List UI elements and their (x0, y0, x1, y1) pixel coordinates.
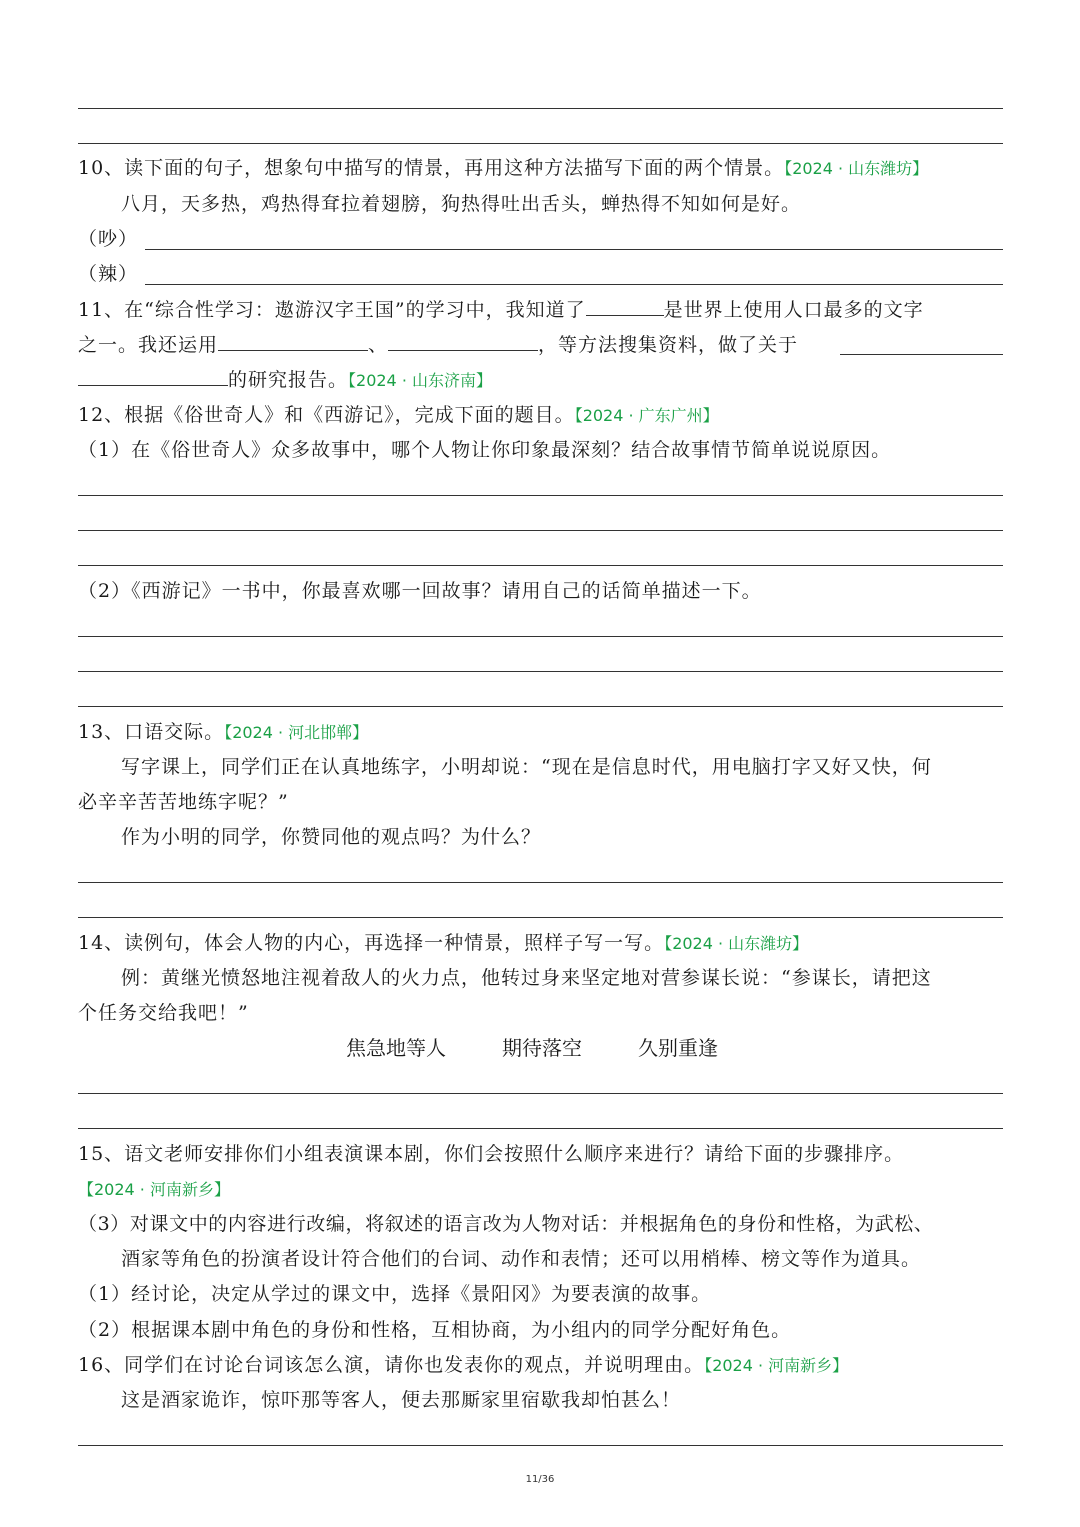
answer-line[interactable] (78, 495, 1003, 496)
q14-option-1: 焦急地等人 (346, 1036, 446, 1060)
q13-para1-a: 写字课上，同学们正在认真地练字，小明却说：“现在是信息时代，用电脑打字又好又快，何 (121, 756, 932, 778)
q13-stem-line (78, 720, 368, 745)
answer-line[interactable] (78, 1093, 1003, 1094)
answer-line (78, 143, 1003, 144)
q10-answer-line-1[interactable] (145, 249, 1003, 250)
q10-stem-line (78, 156, 928, 181)
q11-line1-b: 是世界上使用人口最多的文字 (663, 299, 924, 321)
page-number: 11/36 (525, 1474, 555, 1485)
q11-source: 【2024 · 山东济南】 (348, 371, 492, 390)
q11-line2-a: 之一。我还运用 (78, 334, 219, 356)
answer-line[interactable] (78, 882, 1003, 883)
q10-source: 【2024 · 山东潍坊】 (784, 159, 929, 178)
q12-source: 【2024 · 广东广州】 (574, 406, 719, 425)
answer-line[interactable] (78, 565, 1003, 566)
q14-stem: 14、读例句，体会人物的内心，再选择一种情景，照样子写一写。 (78, 932, 665, 954)
q16-quote: 这是酒家诡诈，惊吓那等客人，便去那厮家里宿歇我却怕甚么！ (121, 1389, 682, 1411)
q14-options (346, 1035, 774, 1061)
q14-option-3: 久别重逢 (638, 1036, 718, 1060)
q15-step3-a: （3）对课文中的内容进行改编，将叙述的语言改为人物对话：并根据角色的身份和性格，为武松、 (78, 1213, 934, 1235)
q12-sub1: （1）在《俗世奇人》众多故事中，哪个人物让你印象最深刻？结合故事情节简单说说原因。 (78, 439, 892, 461)
q11-blank-3[interactable] (388, 332, 538, 351)
q10-example: 八月，天多热，鸡热得耷拉着翅膀，狗热得吐出舌头，蝉热得不知如何是好。 (121, 193, 802, 215)
q15-step1: （1）经讨论，决定从学过的课文中，选择《景阳冈》为要表演的故事。 (78, 1283, 712, 1305)
q12-sub2: （2）《西游记》一书中，你最喜欢哪一回故事？请用自己的话简单描述一下。 (78, 580, 762, 602)
q11-blank-2[interactable] (218, 332, 368, 351)
q12-stem: 12、根据《俗世奇人》和《西游记》，完成下面的题目。 (78, 404, 575, 426)
q14-example-a: 例：黄继光愤怒地注视着敌人的火力点，他转过身来坚定地对营参谋长说：“参谋长，请把这 (121, 967, 932, 989)
q15-stem: 15、语文老师安排你们小组表演课本剧，你们会按照什么顺序来进行？请给下面的步骤排序。 (78, 1143, 905, 1165)
q11-line-2 (78, 332, 798, 357)
q10-stem: 10、读下面的句子，想象句中描写的情景，再用这种方法描写下面的两个情景。 (78, 157, 785, 179)
q13-source: 【2024 · 河北邯郸】 (224, 723, 369, 742)
q13-stem: 13、口语交际。 (78, 721, 225, 743)
q14-example-b: 个任务交给我吧！” (78, 1002, 249, 1024)
q14-option-2: 期待落空 (502, 1036, 582, 1060)
answer-line[interactable] (78, 917, 1003, 918)
q13-para1-b: 必辛辛苦苦地练字呢？” (78, 791, 289, 813)
q11-blank-4-cont[interactable] (78, 367, 228, 386)
q13-para2: 作为小明的同学，你赞同他的观点吗？为什么？ (121, 826, 542, 848)
q11-line2-b: 、 (368, 334, 389, 356)
answer-line (78, 108, 1003, 109)
q11-blank-4[interactable] (840, 354, 1003, 355)
answer-line[interactable] (78, 636, 1003, 637)
q15-step2: （2）根据课本剧中角色的身份和性格，互相协商，为小组内的同学分配好角色。 (78, 1319, 792, 1341)
answer-line[interactable] (78, 530, 1003, 531)
answer-line[interactable] (78, 671, 1003, 672)
answer-line[interactable] (78, 706, 1003, 707)
q15-step3-b: 酒家等角色的扮演者设计符合他们的台词、动作和表情；还可以用梢棒、榜文等作为道具。 (121, 1248, 922, 1270)
q16-source: 【2024 · 河南新乡】 (704, 1356, 849, 1375)
q14-source: 【2024 · 山东潍坊】 (664, 934, 809, 953)
q11-line3: 的研究报告。 (228, 369, 349, 391)
q11-line-3 (78, 367, 492, 393)
q16-stem: 16、同学们在讨论台词该怎么演，请你也发表你的观点，并说明理由。 (78, 1354, 705, 1376)
q12-stem-line (78, 403, 719, 428)
q11-line-1 (78, 297, 924, 322)
q14-stem-line (78, 931, 808, 956)
q11-line1-a: 11、在“综合性学习：遨游汉字王国”的学习中，我知道了 (78, 299, 586, 321)
answer-line[interactable] (78, 1128, 1003, 1129)
answer-line[interactable] (78, 1445, 1003, 1446)
q11-line2-c: ，等方法搜集资料，做了关于 (538, 334, 799, 356)
q16-stem-line (78, 1353, 848, 1378)
q15-source: 【2024 · 河南新乡】 (78, 1180, 230, 1199)
q10-item-la: （辣） (78, 263, 139, 285)
q10-item-chao: （吵） (78, 228, 139, 250)
q11-blank-1[interactable] (586, 297, 664, 316)
q10-answer-line-2[interactable] (145, 284, 1003, 285)
